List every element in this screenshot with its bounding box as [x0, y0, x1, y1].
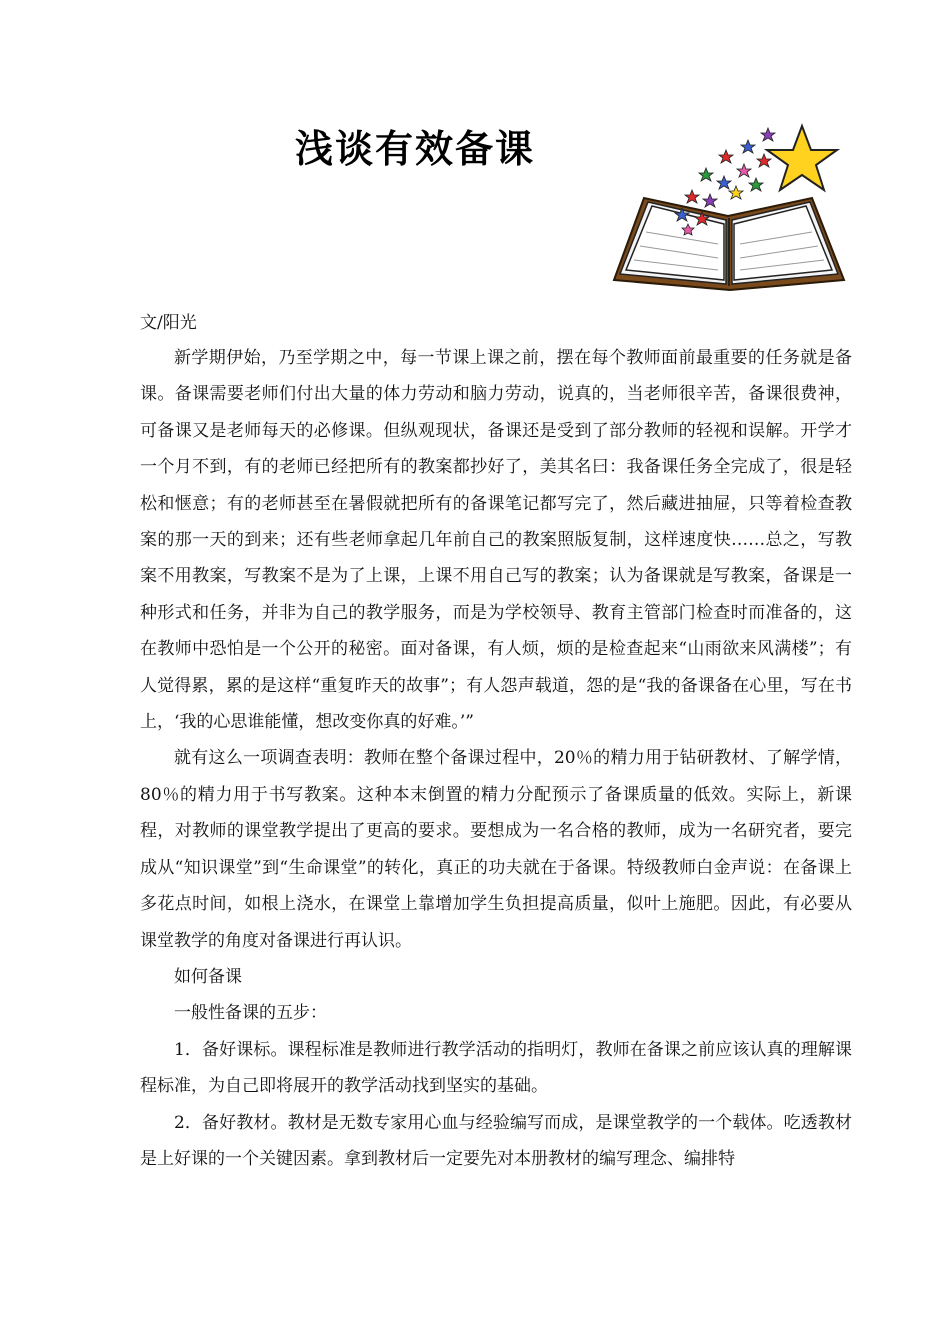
paragraph: 就有这么一项调查表明：教师在整个备课过程中，20％的精力用于钻研教材、了解学情，80％的精力用于书写教案。这种本末倒置的精力分配预示了备课质量的低效。实际上，新课程，对教师的课堂教学提出了更高的要求。要想成为一名合格的教师，成为一名研究者，要完成从“知识课堂”到“生命课堂”的转化，真正的功夫就在于备课。特级教师白金声说：在备课上多花点时间，如根上浇水，在课堂上靠增加学生负担提高质量，似叶上施肥。因此，有必要从课堂教学的角度对备课进行再认识。: [140, 748, 852, 951]
section-heading: 如何备课: [174, 966, 242, 987]
paragraph: 1．备好课标。课程标准是教师进行教学活动的指明灯，教师在备课之前应该认真的理解课程标准，为自己即将展开的教学活动找到坚实的基础。: [140, 1039, 852, 1097]
document-title: 浅谈有效备课: [294, 127, 535, 171]
author-byline: 文/阳光: [140, 313, 197, 333]
article-body: [140, 340, 852, 1177]
paragraph: 一般性备课的五步：: [174, 1003, 327, 1024]
paragraph: 新学期伊始，乃至学期之中，每一节课上课之前，摆在每个教师面前最重要的任务就是备课。备课需要老师们付出大量的体力劳动和脑力劳动，说真的，当老师很辛苦，备课很费神，可备课又是老师每天的必修课。但纵观现状，备课还是受到了部分教师的轻视和误解。开学才一个月不到，有的老师已经把所有的教案都抄好了，美其名曰：我备课任务全完成了，很是轻松和惬意；有的老师甚至在暑假就把所有的备课笔记都写完了，然后藏进抽屉，只等着检查教案的那一天的到来；还有些老师拿起几年前自己的教案照版复制，这样速度快……总之，写教案不用教案，写教案不是为了上课，上课不用自己写的教案；认为备课就是写教案，备课是一种形式和任务，并非为自己的教学服务，而是为学校领导、教育主管部门检查时而准备的，这在教师中恐怕是一个公开的秘密。面对备课，有人烦，烦的是检查起来“山雨欲来风满楼”；有人觉得累，累的是这样“重复昨天的故事”；有人怨声载道，怨的是“我的备课备在心里，写在书上，‘我的心思谁能懂，想改变你真的好难。’”: [140, 348, 852, 733]
open-book-with-stars-icon: [606, 120, 852, 292]
paragraph: 2．备好教材。教材是无数专家用心血与经验编写而成，是课堂教学的一个载体。吃透教材是上好课的一个关键因素。拿到教材后一定要先对本册教材的编写理念、编排特: [140, 1112, 852, 1169]
